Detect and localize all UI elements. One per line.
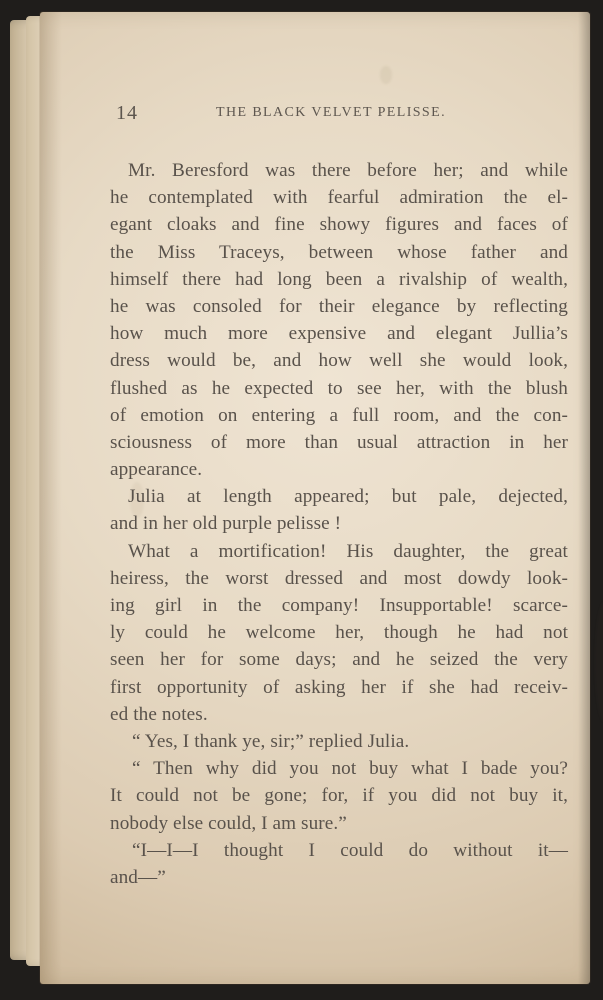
text-line: he contemplated with fearful admiration the el- [110,187,568,209]
paper-mark [380,66,392,84]
spine-shadow [578,12,590,984]
text-line: Mr. Beresford was there before her; and while [128,160,568,181]
text-line: and—” [110,866,166,888]
text-line: how much more expensive and elegant Jullia’s [110,323,568,345]
text-line: first opportunity of asking her if she had receiv- [110,676,568,698]
running-head: THE BLACK VELVET PELISSE. [216,105,446,120]
text-line: and in her old purple pelisse ! [110,513,342,535]
text-line: himself there had long been a rivalship of wealth, [110,268,568,290]
body-text [110,157,568,891]
text-line: “I—I—I thought I could do without it— [132,839,568,861]
text-line: ly could he welcome her, though he had not [110,622,568,644]
text-line: egant cloaks and fine showy figures and faces of [110,214,568,236]
text-line: It could not be gone; for, if you did not buy it, [110,785,568,807]
text-line: “ Then why did you not buy what I bade you? [132,758,568,780]
text-line: sciousness of more than usual attraction in her [110,431,568,453]
text-line: of emotion on entering a full room, and the con- [110,404,568,426]
text-line: dress would be, and how well she would look, [110,350,568,372]
text-line: flushed as he expected to see her, with the blush [110,377,568,399]
page-number: 14 [116,102,138,124]
text-line: “ Yes, I thank ye, sir;” replied Julia. [132,730,410,752]
text-line: he was consoled for their elegance by reflecting [110,295,568,317]
page-paper [40,12,590,984]
text-line: What a mortification! His daughter, the great [128,540,568,562]
text-line: seen her for some days; and he seized the very [110,649,568,671]
text-line: ed the notes. [110,703,208,725]
text-line: nobody else could, I am sure.” [110,812,347,834]
page-header [116,102,511,128]
text-line: appearance. [110,459,203,481]
text-line: heiress, the worst dressed and most dowdy look- [110,567,568,589]
text-line: Julia at length appeared; but pale, dejected, [128,486,568,508]
paper-mark [595,602,603,722]
text-line: the Miss Traceys, between whose father and [110,241,568,263]
text-line: ing girl in the company! Insupportable! scarce- [110,595,568,616]
